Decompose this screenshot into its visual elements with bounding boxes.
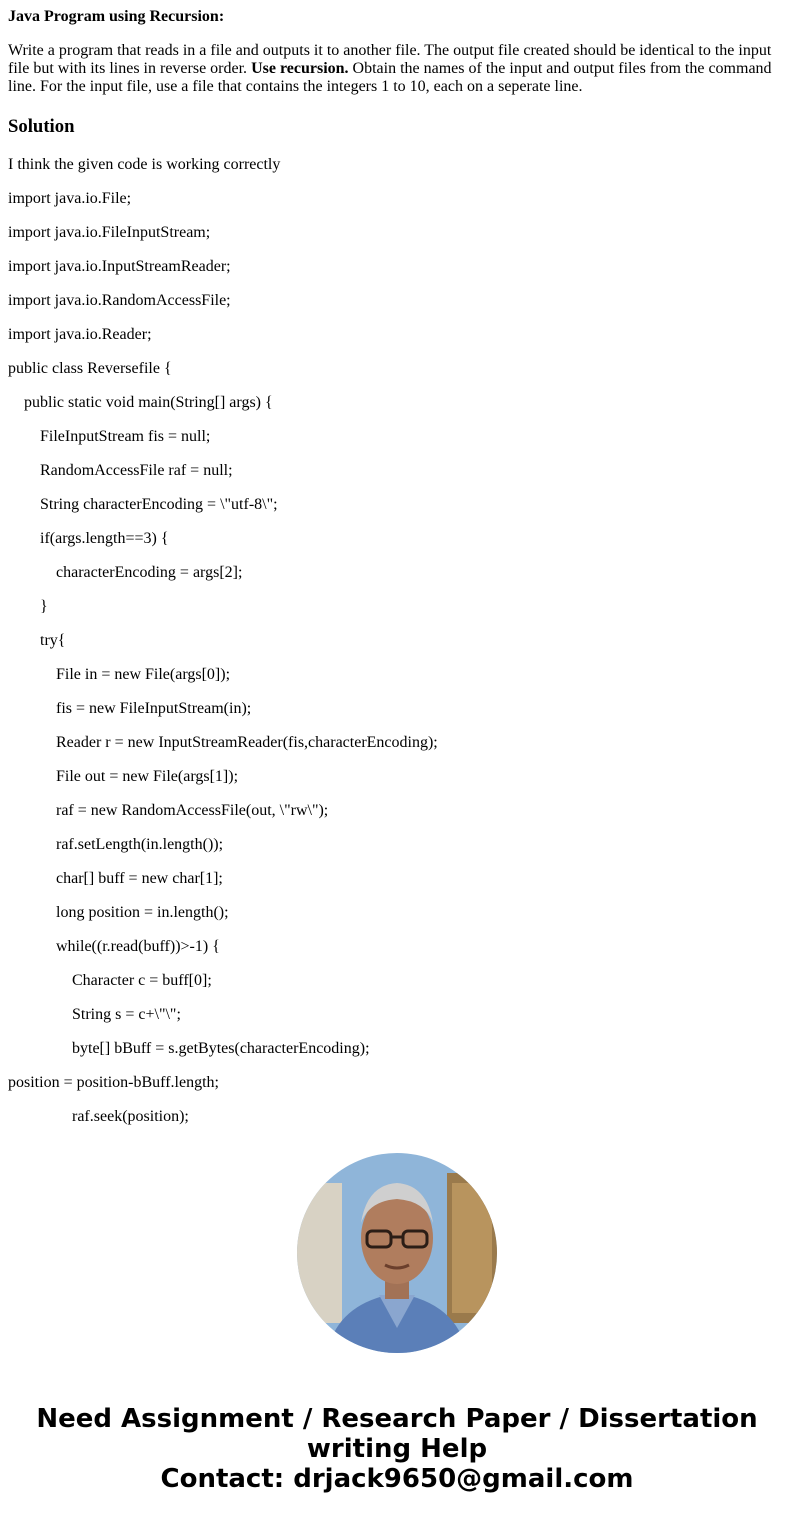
document-content xyxy=(8,0,786,1142)
code-line: if(args.length==3) { xyxy=(8,530,169,547)
question-body-part2: Obtain the names of the input and output files from the command line. For the input file, use a file that contains the integers 1 to 10, each on a seperate line. xyxy=(8,60,772,95)
code-line: characterEncoding = args[2]; xyxy=(8,564,243,581)
code-line: raf.seek(position); xyxy=(8,1108,189,1125)
code-line: long position = in.length(); xyxy=(8,904,229,921)
code-line: fis = new FileInputStream(in); xyxy=(8,700,252,717)
promo-contact: Contact: drjack9650@gmail.com xyxy=(160,1464,634,1494)
code-line: byte[] bBuff = s.getBytes(characterEncoding); xyxy=(8,1040,370,1057)
code-line: raf = new RandomAccessFile(out, \"rw\"); xyxy=(8,802,329,819)
code-line: FileInputStream fis = null; xyxy=(8,428,211,445)
author-avatar xyxy=(297,1153,497,1353)
code-line: public class Reversefile { xyxy=(8,360,172,377)
code-line: public static void main(String[] args) { xyxy=(8,394,273,411)
solution-heading: Solution xyxy=(8,116,75,137)
code-line: RandomAccessFile raf = null; xyxy=(8,462,233,479)
code-line: char[] buff = new char[1]; xyxy=(8,870,223,887)
question-body-part1: Write a program that reads in a file and outputs it to another file. The output file created should be identical to the input file but with its lines in reverse order. xyxy=(8,42,772,77)
code-line: } xyxy=(8,598,48,615)
question-body xyxy=(8,42,786,96)
code-line: import java.io.Reader; xyxy=(8,326,152,343)
code-line: import java.io.FileInputStream; xyxy=(8,224,211,241)
code-listing xyxy=(8,190,786,1126)
author-portrait xyxy=(297,1153,497,1353)
code-line: File out = new File(args[1]); xyxy=(8,768,239,785)
code-line: raf.setLength(in.length()); xyxy=(8,836,224,853)
code-line: while((r.read(buff))>-1) { xyxy=(8,938,220,955)
question-title: Java Program using Recursion: xyxy=(8,8,225,25)
code-line: try{ xyxy=(8,632,66,649)
code-line: import java.io.RandomAccessFile; xyxy=(8,292,231,309)
code-line: File in = new File(args[0]); xyxy=(8,666,231,683)
promo-line-1: Need Assignment / Research Paper / Dissertation xyxy=(36,1404,758,1434)
code-line: Reader r = new InputStreamReader(fis,characterEncoding); xyxy=(8,734,438,751)
code-line: String characterEncoding = \"utf-8\"; xyxy=(8,496,278,513)
question-body-bold: Use recursion. xyxy=(251,60,349,77)
code-line: import java.io.InputStreamReader; xyxy=(8,258,231,275)
promo-banner xyxy=(0,1404,794,1494)
code-line: import java.io.File; xyxy=(8,190,132,207)
promo-line-2: writing Help xyxy=(306,1434,488,1464)
code-line: Character c = buff[0]; xyxy=(8,972,212,989)
code-line: position = position-bBuff.length; xyxy=(8,1074,219,1091)
solution-intro: I think the given code is working correctly xyxy=(8,156,281,173)
code-line: String s = c+\"\"; xyxy=(8,1006,181,1023)
